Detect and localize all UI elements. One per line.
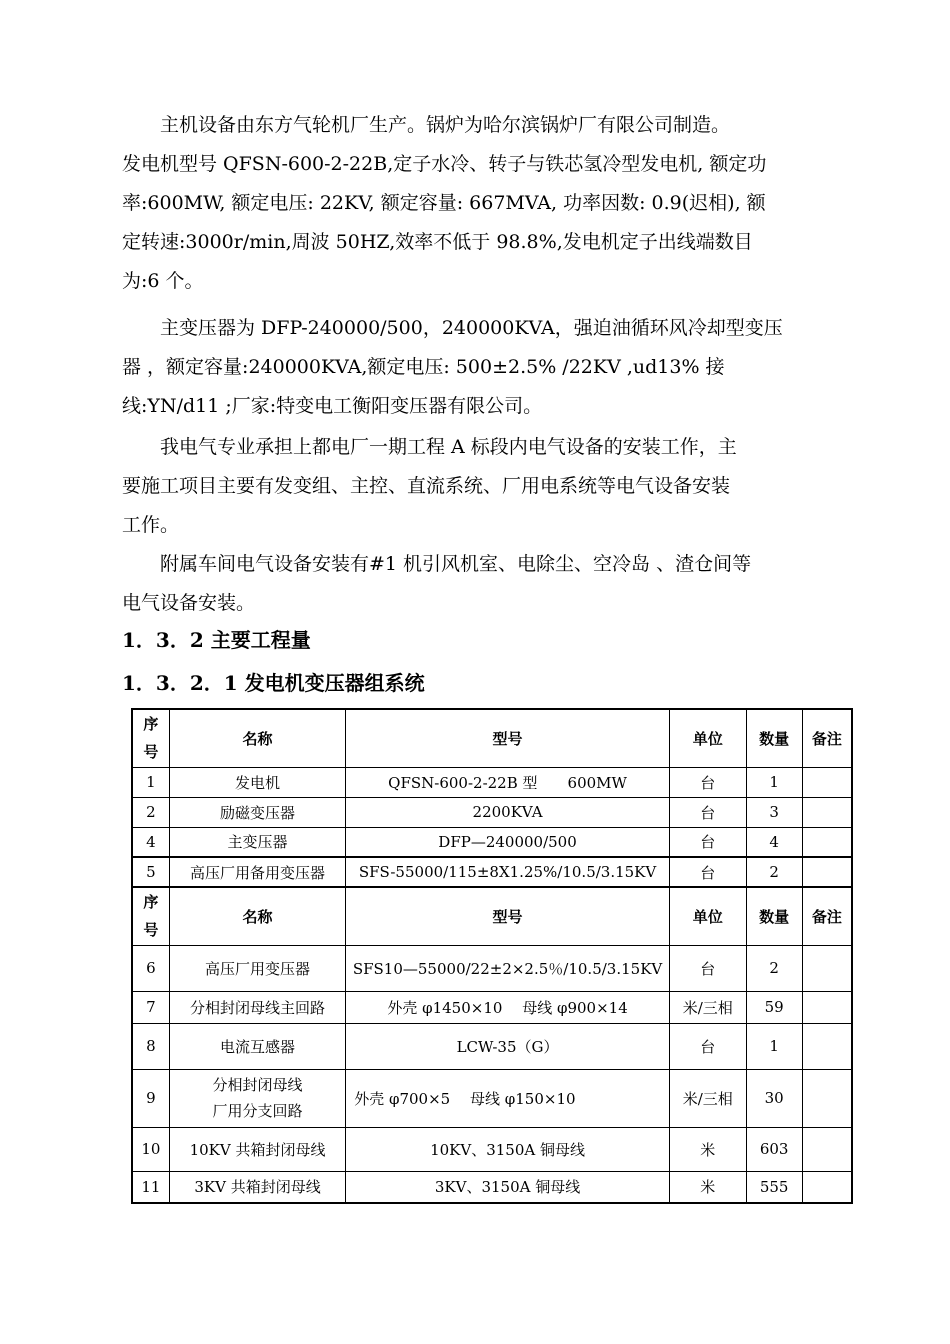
cell-unit: 台: [669, 1023, 746, 1069]
paragraph-auxiliary: [122, 545, 852, 623]
cell-name: 高压厂用备用变压器: [169, 857, 345, 887]
text-line: 线:YN/d11 ;厂家:特变电工衡阳变压器有限公司。: [122, 395, 543, 417]
text-line: 附属车间电气设备安装有#1 机引风机室、电除尘、空冷岛 、渣仓间等: [160, 553, 752, 575]
cell-no: 10: [132, 1127, 169, 1171]
cell-no: 2: [132, 797, 169, 827]
text-line: 要施工项目主要有发变组、主控、直流系统、厂用电系统等电气设备安装: [122, 475, 731, 497]
cell-no: 11: [132, 1171, 169, 1203]
paragraph-scope-of-work: [122, 428, 852, 545]
cell-model: 10KV、3150A 铜母线: [346, 1127, 670, 1171]
cell-model: SFS-55000/115±8X1.25%/10.5/3.15KV: [346, 857, 670, 887]
header-model: 型号: [346, 709, 670, 767]
cell-no: 6: [132, 945, 169, 991]
cell-qty: 59: [746, 991, 802, 1023]
cell-note: [802, 1069, 852, 1127]
table-row: [132, 1127, 852, 1171]
cell-model: 2200KVA: [346, 797, 670, 827]
header-name: 名称: [169, 709, 345, 767]
table-row: [132, 1171, 852, 1203]
table-row: [132, 797, 852, 827]
table-row: [132, 857, 852, 887]
table-header-row: [132, 709, 852, 767]
cell-note: [802, 857, 852, 887]
cell-unit: 台: [669, 945, 746, 991]
cell-qty: 1: [746, 1023, 802, 1069]
cell-model: LCW-35（G）: [346, 1023, 670, 1069]
table-row: [132, 1023, 852, 1069]
text-line: 我电气专业承担上都电厂一期工程 A 标段内电气设备的安装工作，主: [160, 436, 737, 458]
cell-no: 8: [132, 1023, 169, 1069]
table-row: [132, 827, 852, 857]
cell-note: [802, 945, 852, 991]
cell-unit: 台: [669, 827, 746, 857]
cell-unit: 台: [669, 857, 746, 887]
cell-qty: 30: [746, 1069, 802, 1127]
text-line: 率:600MW, 额定电压: 22KV, 额定容量: 667MVA, 功率因数: 0.9(迟相), 额: [122, 192, 766, 214]
cell-model: 外壳 φ1450×10 母线 φ900×14: [346, 991, 670, 1023]
section-heading: 1．3．2 主要工程量: [122, 628, 311, 652]
header-no: 序号: [132, 887, 169, 945]
cell-name: 励磁变压器: [169, 797, 345, 827]
cell-note: [802, 1023, 852, 1069]
cell-no: 5: [132, 857, 169, 887]
text-line: 工作。: [122, 514, 180, 536]
cell-name-line: 厂用分支回路: [212, 1102, 303, 1120]
cell-name: 主变压器: [169, 827, 345, 857]
header-note: 备注: [802, 887, 852, 945]
cell-name: 高压厂用变压器: [169, 945, 345, 991]
cell-name: [169, 1069, 345, 1127]
cell-model: SFS10—55000/22±2×2.5％/10.5/3.15KV: [346, 945, 670, 991]
cell-name: 分相封闭母线主回路: [169, 991, 345, 1023]
cell-qty: 4: [746, 827, 802, 857]
header-qty: 数量: [746, 887, 802, 945]
cell-name: 电流互感器: [169, 1023, 345, 1069]
text-line: 发电机型号 QFSN-600-2-22B,定子水冷、转子与铁芯氢冷型发电机, 额定功: [122, 153, 767, 175]
cell-note: [802, 1171, 852, 1203]
cell-no: 7: [132, 991, 169, 1023]
header-note: 备注: [802, 709, 852, 767]
cell-unit: 米/三相: [669, 1069, 746, 1127]
paragraph-main-equipment: [122, 106, 852, 301]
text-line: 定转速:3000r/min,周波 50HZ,效率不低于 98.8%,发电机定子出线端数目: [122, 231, 753, 253]
header-model: 型号: [346, 887, 670, 945]
header-unit: 单位: [669, 709, 746, 767]
cell-note: [802, 1127, 852, 1171]
header-no: 序号: [132, 709, 169, 767]
text-line: 电气设备安装。: [122, 592, 256, 614]
cell-model: 外壳 φ700×5 母线 φ150×10: [346, 1069, 670, 1127]
cell-model: QFSN-600-2-22B 型 600MW: [346, 767, 670, 797]
cell-name: 10KV 共箱封闭母线: [169, 1127, 345, 1171]
cell-note: [802, 827, 852, 857]
text-line: 为:6 个。: [122, 270, 204, 292]
cell-qty: 2: [746, 945, 802, 991]
cell-unit: 米: [669, 1127, 746, 1171]
table-row: [132, 945, 852, 991]
cell-unit: 米: [669, 1171, 746, 1203]
equipment-table: [131, 708, 853, 1204]
cell-name: 发电机: [169, 767, 345, 797]
cell-qty: 555: [746, 1171, 802, 1203]
cell-unit: 台: [669, 797, 746, 827]
cell-unit: 台: [669, 767, 746, 797]
table-row: [132, 991, 852, 1023]
cell-unit: 米/三相: [669, 991, 746, 1023]
header-name: 名称: [169, 887, 345, 945]
cell-model: 3KV、3150A 铜母线: [346, 1171, 670, 1203]
cell-name: 3KV 共箱封闭母线: [169, 1171, 345, 1203]
cell-note: [802, 767, 852, 797]
cell-qty: 603: [746, 1127, 802, 1171]
header-unit: 单位: [669, 887, 746, 945]
cell-qty: 1: [746, 767, 802, 797]
cell-note: [802, 991, 852, 1023]
cell-no: 4: [132, 827, 169, 857]
text-line: 器 ，额定容量:240000KVA,额定电压: 500±2.5% /22KV ,ud13% 接: [122, 356, 725, 378]
table-row: [132, 767, 852, 797]
paragraph-main-transformer: [122, 309, 852, 426]
subsection-heading: 1．3．2．1 发电机变压器组系统: [122, 671, 425, 695]
header-qty: 数量: [746, 709, 802, 767]
table-header-row: [132, 887, 852, 945]
cell-no: 1: [132, 767, 169, 797]
cell-model: DFP—240000/500: [346, 827, 670, 857]
cell-qty: 2: [746, 857, 802, 887]
table-row: [132, 1069, 852, 1127]
cell-name-line: 分相封闭母线: [212, 1076, 303, 1094]
cell-qty: 3: [746, 797, 802, 827]
text-line: 主机设备由东方气轮机厂生产。锅炉为哈尔滨锅炉厂有限公司制造。: [160, 114, 731, 136]
cell-note: [802, 797, 852, 827]
text-line: 主变压器为 DFP-240000/500，240000KVA，强迫油循环风冷却型变压: [160, 317, 783, 339]
cell-no: 9: [132, 1069, 169, 1127]
